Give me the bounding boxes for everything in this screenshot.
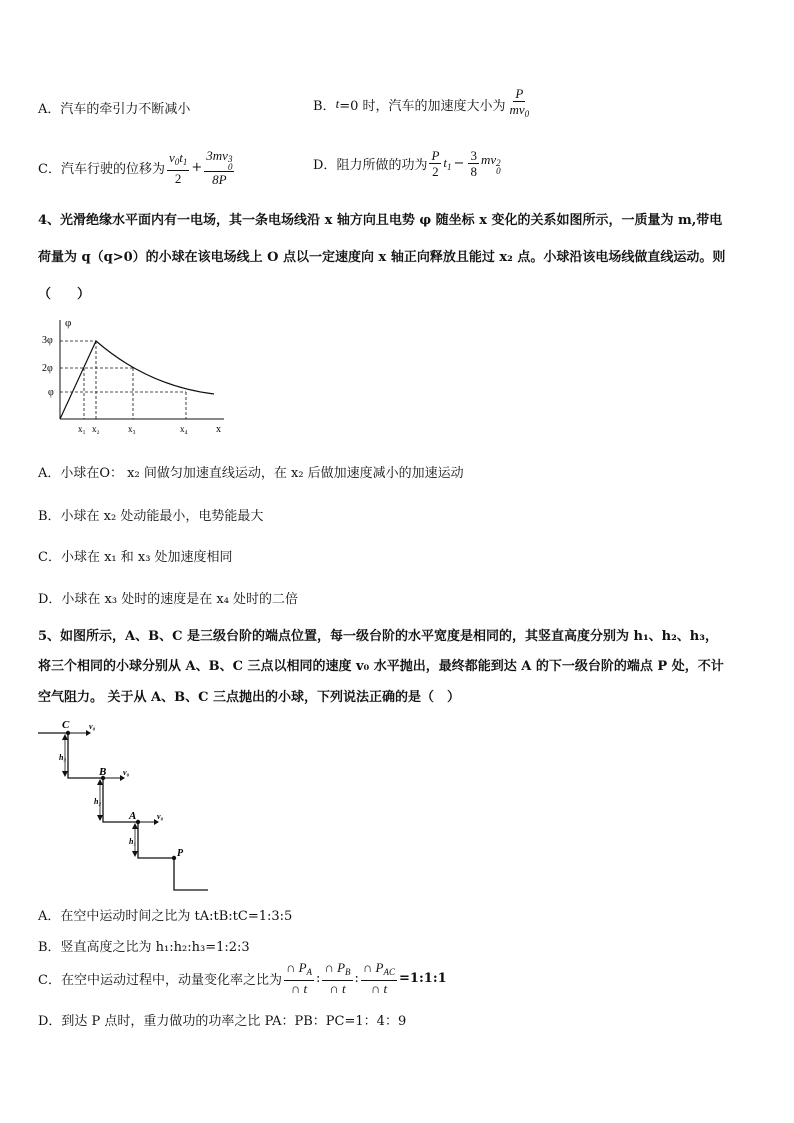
ratio-colon: : xyxy=(354,970,359,986)
displacement-fraction-1 xyxy=(167,150,189,186)
height-h3: h₃ xyxy=(59,753,67,762)
option-label: A． xyxy=(38,102,61,117)
momentum-rate-fraction-b xyxy=(322,960,352,996)
xtick-x1: x₁ xyxy=(78,424,86,434)
plus-sign: + xyxy=(191,160,203,175)
option-var-t: t xyxy=(335,96,340,111)
velocity-label-a: v₀ xyxy=(157,812,164,821)
q4-stem-line-1: 4、光滑绝缘水平面内有一电场，其一条电场线沿 x 轴方向且电势 φ 随坐标 x 变化的关系如图所示，一质量为 m,带电 xyxy=(38,213,723,228)
ratio-result: =1:1:1 xyxy=(399,970,447,986)
point-p xyxy=(172,856,176,860)
fraction-numerator: P xyxy=(431,148,440,163)
fraction-denominator: ∩ t xyxy=(370,981,388,996)
var-t1: $t_1$ xyxy=(443,155,452,172)
label-p: P xyxy=(177,848,184,859)
xtick-x4: x₄ xyxy=(180,424,188,434)
q5-stem-line-2: 将三个相同的小球分别从 A、B、C 三点以相同的速度 v₀ 水平抛出，最终都能到达 A 的下一级台阶的端点 P 处，不计 xyxy=(38,659,724,674)
q4-potential-graph xyxy=(38,316,228,436)
velocity-label-b: v₀ xyxy=(123,768,130,777)
label-b: B xyxy=(99,766,107,778)
q4-option-c[interactable]: C．小球在 x₁ 和 x₃ 处加速度相同 xyxy=(38,550,233,565)
q5-stem-line-1: 5、如图所示，A、B、C 是三级台阶的端点位置，每一级台阶的水平宽度是相同的，其竖直高度分别为 h₁、h₂、h₃， xyxy=(38,629,718,644)
q4-option-d[interactable]: D．小球在 x₃ 处时的速度是在 x₄ 处时的二倍 xyxy=(38,592,299,607)
y-axis-label: φ xyxy=(65,317,72,329)
label-c: C xyxy=(62,719,70,731)
q5-stem-line-3: 空气阻力。 关于从 A、B、C 三点抛出的小球，下列说法正确的是（ ） xyxy=(38,690,460,705)
fraction-denominator: 8P xyxy=(212,172,227,187)
x-axis-label: x xyxy=(216,424,221,435)
fraction-numerator: ∩ $P_B$ xyxy=(322,960,352,981)
ratio-colon: : xyxy=(316,970,321,986)
ytick-phi: φ xyxy=(48,387,54,398)
displacement-fraction-2 xyxy=(204,148,234,187)
fraction-denominator: 8 xyxy=(470,164,477,179)
var-mv0-squared: mv 2 0 xyxy=(480,152,501,176)
q3-option-d[interactable] xyxy=(313,148,501,179)
ytick-3phi: 3φ xyxy=(42,335,53,346)
q5-option-a[interactable]: A．在空中运动时间之比为 tA:tB:tC=1:3:5 xyxy=(38,909,293,924)
momentum-rate-fraction-c xyxy=(361,960,397,996)
fraction-numerator: ∩ $P_{AC}$ xyxy=(361,960,397,981)
fraction-denominator: ∩ t xyxy=(329,981,346,996)
option-text: C．在空中运动过程中，动量变化率之比为 xyxy=(38,972,282,988)
fraction-numerator: 3mv 3 0 xyxy=(206,148,233,172)
point-a xyxy=(136,820,140,824)
fraction-numerator: $v_0t_1$ xyxy=(167,150,189,171)
q5-stairs-figure xyxy=(36,716,216,894)
q3-option-c[interactable] xyxy=(38,148,236,187)
q3-option-a[interactable] xyxy=(38,98,190,117)
option-text: 汽车行驶的位移为 xyxy=(60,162,165,177)
q5-option-c[interactable] xyxy=(38,960,447,996)
fraction-denominator: 2 xyxy=(174,170,182,186)
option-label: D． xyxy=(313,158,337,173)
fraction-numerator: ∩ $P_A$ xyxy=(284,960,314,981)
q4-option-b[interactable]: B．小球在 x₂ 处动能最小，电势能最大 xyxy=(38,509,264,524)
fraction-denominator: 2 xyxy=(432,164,439,179)
momentum-rate-fraction-a xyxy=(284,960,314,996)
point-c xyxy=(66,731,70,735)
q4-stem-line-3: （ ） xyxy=(38,287,91,302)
q3-option-b[interactable] xyxy=(313,86,533,122)
option-text: 阻力所做的功为 xyxy=(336,158,428,173)
work-fraction-2 xyxy=(468,148,479,179)
xtick-x3: x₃ xyxy=(128,424,136,434)
work-fraction-1 xyxy=(429,148,441,179)
option-label: B． xyxy=(313,98,336,114)
q5-option-d[interactable]: D．到达 P 点时，重力做功的功率之比 PA：PB：PC=1：4：9 xyxy=(38,1014,407,1029)
q5-option-b[interactable]: B．竖直高度之比为 h₁:h₂:h₃=1:2:3 xyxy=(38,940,250,955)
xtick-x2: x₂ xyxy=(92,424,100,434)
q4-stem-line-2: 荷量为 q（q>0）的小球在该电场线上 O 点以一定速度向 x 轴正向释放且能过 x₂ 点。小球沿该电场线做直线运动。则 xyxy=(38,250,726,265)
option-label: C． xyxy=(38,162,61,177)
option-text: =0 时，汽车的加速度大小为 xyxy=(339,98,506,114)
fraction-numerator: P xyxy=(515,86,524,101)
label-a: A xyxy=(129,810,137,822)
potential-curve xyxy=(60,341,214,419)
acceleration-fraction xyxy=(507,86,531,122)
ytick-2phi: 2φ xyxy=(42,363,53,374)
height-h1: h₁ xyxy=(129,837,137,846)
minus-sign: − xyxy=(453,156,465,171)
velocity-label-c: v₀ xyxy=(89,722,96,731)
fraction-denominator: $mv_0$ xyxy=(509,102,530,119)
q4-option-a[interactable]: A．小球在O： x₂ 间做匀加速直线运动，在 x₂ 后做加速度减小的加速运动 xyxy=(38,466,464,481)
height-h2: h₂ xyxy=(94,797,102,806)
option-text: 汽车的牵引力不断减小 xyxy=(60,102,191,117)
fraction-numerator: 3 xyxy=(470,148,477,163)
fraction-denominator: ∩ t xyxy=(290,981,308,996)
